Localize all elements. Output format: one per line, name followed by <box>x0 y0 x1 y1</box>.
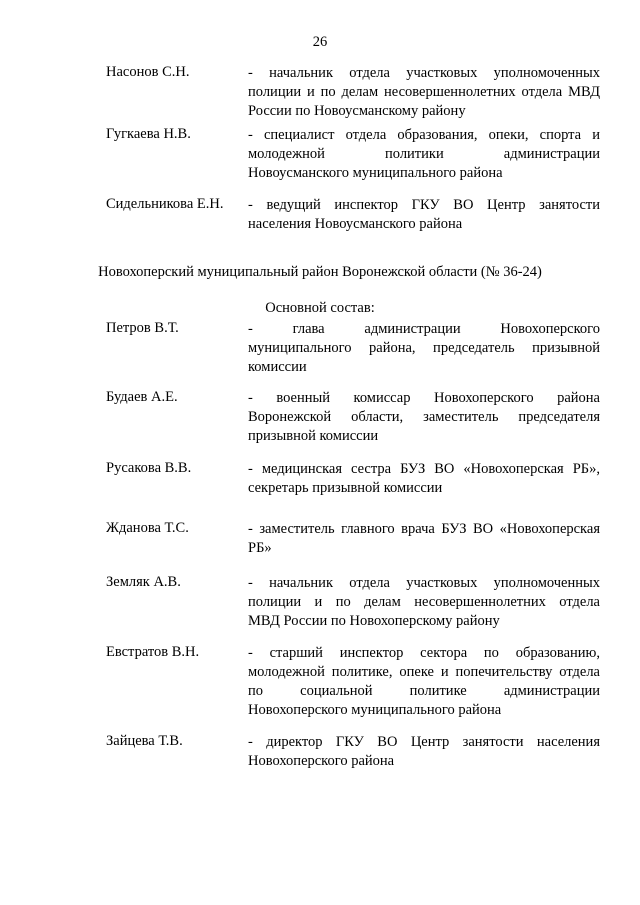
member-name: Гугкаева Н.В. <box>106 126 191 142</box>
description-line: Воронежской области, заместитель председателя <box>248 409 600 425</box>
description-line: населения Новоусманского района <box>248 216 463 232</box>
description-line: Новохоперского района <box>248 753 395 769</box>
member-description <box>248 733 600 771</box>
member-description <box>248 196 600 234</box>
member-description <box>248 574 600 631</box>
page-number: 26 <box>312 34 328 50</box>
member-name: Земляк А.В. <box>106 574 181 590</box>
member-description <box>248 460 600 498</box>
member-description <box>248 126 600 183</box>
description-line: по социальной политике администрации <box>248 683 600 699</box>
description-line: - ведущий инспектор ГКУ ВО Центр занятости <box>248 197 600 213</box>
description-line: - военный комиссар Новохоперского района <box>248 390 600 406</box>
description-line: молодежной политики администрации <box>248 146 600 162</box>
description-line: полиции и по делам несовершеннолетних отдела <box>248 594 600 610</box>
description-line: - медицинская сестра БУЗ ВО «Новохоперская РБ», <box>248 461 600 477</box>
member-name: Будаев А.Е. <box>106 389 178 405</box>
section-title: Новохоперский муниципальный район Воронежской области (№ 36-24) <box>98 264 542 280</box>
description-line: молодежной политике, опеке и попечительству отдела <box>248 664 600 680</box>
description-line: Новоусманского муниципального района <box>248 165 503 181</box>
member-name: Зайцева Т.В. <box>106 733 183 749</box>
subsection-title: Основной состав: <box>265 300 375 316</box>
description-line: полиции и по делам несовершеннолетних отдела МВД <box>248 84 600 100</box>
description-line: Новохоперского муниципального района <box>248 702 502 718</box>
member-name: Сидельникова Е.Н. <box>106 196 224 212</box>
member-description <box>248 389 600 446</box>
member-description <box>248 520 600 558</box>
description-line: России по Новоусманскому району <box>248 103 466 119</box>
description-line: РБ» <box>248 540 272 556</box>
member-name: Насонов С.Н. <box>106 64 190 80</box>
description-line: муниципального района, председатель призывной <box>248 340 600 356</box>
member-name: Евстратов В.Н. <box>106 644 200 660</box>
description-line: МВД России по Новохоперскому району <box>248 613 500 629</box>
description-line: секретарь призывной комиссии <box>248 480 443 496</box>
description-line: - начальник отдела участковых уполномоченных <box>248 575 600 591</box>
description-line: - специалист отдела образования, опеки, спорта и <box>248 127 600 143</box>
member-name: Русакова В.В. <box>106 460 192 476</box>
description-line: - глава администрации Новохоперского <box>248 321 600 337</box>
member-description <box>248 64 600 121</box>
description-line: - директор ГКУ ВО Центр занятости населения <box>248 734 600 750</box>
member-description <box>248 644 600 720</box>
description-line: - старший инспектор сектора по образованию, <box>248 645 600 661</box>
description-line: призывной комиссии <box>248 428 379 444</box>
description-line: - заместитель главного врача БУЗ ВО «Новохоперская <box>248 521 600 537</box>
member-name: Жданова Т.С. <box>106 520 189 536</box>
description-line: комиссии <box>248 359 307 375</box>
member-description <box>248 320 600 377</box>
member-name: Петров В.Т. <box>106 320 179 336</box>
description-line: - начальник отдела участковых уполномоченных <box>248 65 600 81</box>
